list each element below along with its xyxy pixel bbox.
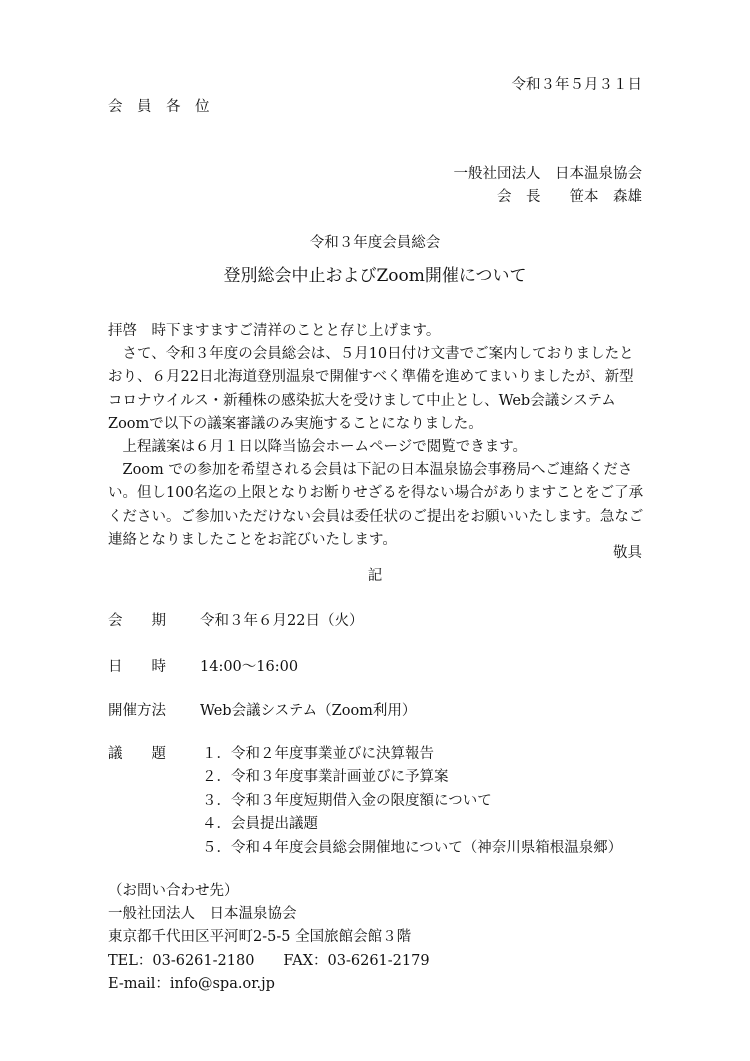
- document-subtitle: 令和３年度会員総会: [309, 235, 441, 251]
- letter-body: [108, 320, 644, 552]
- meeting-date-value: 令和３年６月22日（火）: [200, 613, 364, 629]
- agenda-item: ２．令和３年度事業計画並びに予算案: [202, 769, 449, 786]
- meeting-method-value: Web会議システム（Zoom利用）: [200, 703, 417, 719]
- meeting-method-label: 開催方法: [108, 703, 166, 719]
- closing-keigu: 敬具: [613, 545, 642, 561]
- agenda-list: [202, 743, 622, 860]
- agenda-item: ５．令和４年度会員総会開催地について（神奈川県箱根温泉郷）: [202, 839, 623, 856]
- body-paragraph-3: Zoom での参加を希望される会員は下記の日本温泉協会事務局へご連絡ください。但し100名迄の上限となりお断りせざるを得ない場合がありますことをご了承ください。ご参加いただけない会員は委任状のご提出をお願いいたします。急なご連絡となりましたことをお詫びいたします。: [108, 462, 644, 548]
- document-title: 登別総会中止およびZoom開催について: [223, 266, 527, 286]
- contact-block: [108, 880, 430, 996]
- greeting: 拝啓 時下ますますご清祥のことと存じ上げます。: [108, 323, 441, 339]
- contact-heading: （お問い合わせ先）: [108, 883, 239, 899]
- sender-organization: 一般社団法人 日本温泉協会: [453, 166, 642, 182]
- body-paragraph-1: さて、令和３年度の会員総会は、５月10日付け文書でご案内しておりましたとおり、６月22日北海道登別温泉で開催すべく準備を進めてまいりましたが、新型コロナウイルス・新種株の感染拡大を受けまして中止とし、Web会議システムZoomで以下の議案審議のみ実施することになりました。: [108, 346, 634, 432]
- agenda-item: １．令和２年度事業並びに決算報告: [202, 746, 434, 762]
- contact-phone-fax: TEL：03-6261-2180 FAX：03-6261-2179: [108, 952, 430, 969]
- meeting-time-label: 日 時: [108, 659, 166, 675]
- meeting-time-value: 14:00～16:00: [200, 659, 299, 675]
- agenda-item: ４．会員提出議題: [202, 816, 318, 833]
- addressee: 会 員 各 位: [108, 99, 210, 115]
- meeting-date-label: 会 期: [108, 613, 166, 629]
- contact-email: E-mail：info@spa.or.jp: [108, 975, 275, 992]
- agenda-label: 議 題: [108, 746, 166, 762]
- agenda-item: ３．令和３年度短期借入金の限度額について: [202, 792, 492, 809]
- contact-organization: 一般社団法人 日本温泉協会: [108, 906, 297, 923]
- sender-title: 会 長 笹本 森雄: [497, 189, 642, 205]
- document-date: 令和３年５月３１日: [511, 77, 642, 93]
- body-paragraph-2: 上程議案は６月１日以降当協会ホームページで閲覧できます。: [122, 439, 528, 456]
- contact-address: 東京都千代田区平河町2-5-5 全国旅館会館３階: [108, 929, 412, 946]
- ki-heading: 記: [367, 568, 383, 584]
